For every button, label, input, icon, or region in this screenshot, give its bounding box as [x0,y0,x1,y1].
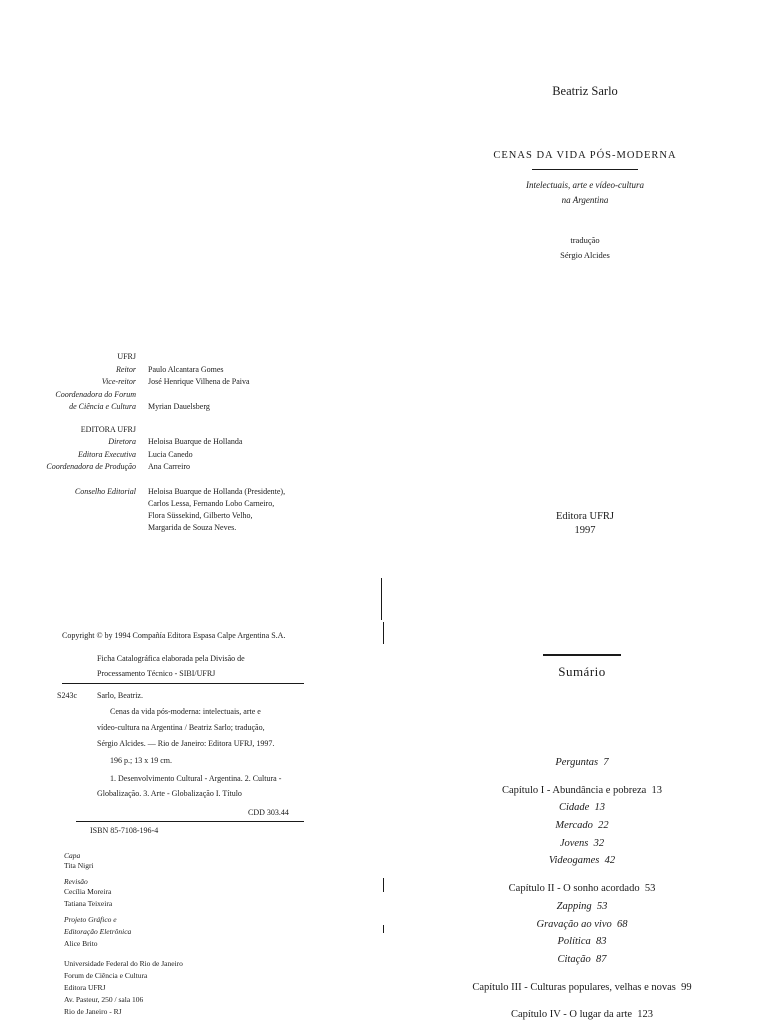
toc-item [420,757,744,768]
book-title: CENAS DA VIDA PÓS-MODERNA [493,150,677,161]
coord-name: Myrian Dauelsberg [148,402,210,411]
entry-line-1: Cenas da vida pós-moderna: intelectuais, arte e [110,707,261,716]
credits-editora-heading [0,425,148,434]
conselho-line-3: Flora Süssekind, Gilberto Velho, [148,511,253,520]
toc-label: Cidade [558,802,590,813]
editora-heading: EDITORA UFRJ [80,425,136,434]
copyright-notice: Copyright © by 1994 Compañía Editora Espasa Calpe Argentina S.A. [62,631,286,640]
toc-item [420,820,744,831]
executiva-name: Lucia Canedo [148,450,193,459]
credits-producao-row [0,462,190,471]
diretora-name: Heloisa Buarque de Hollanda [148,437,243,446]
cdd-number: CDD 303.44 [248,808,289,817]
toc-label: Capítulo I - Abundância e pobreza [501,785,647,796]
credits-conselho-row-4 [0,523,236,532]
credits-coord-row-1 [0,390,148,399]
ficha-line-2: Processamento Técnico - SIBI/UFRJ [97,669,216,678]
conselho-line-2: Carlos Lessa, Fernando Lobo Carneiro, [148,499,275,508]
page-edge-mark [383,925,384,933]
toc-page: 13 [651,785,663,796]
capa-role: Capa [64,851,81,860]
credits-conselho-row-2 [0,499,274,508]
address-line-2: Forum de Ciência e Cultura [64,971,148,980]
revisao-name-2: Tatiana Teixeira [64,899,113,908]
toc-label: Política [557,936,591,947]
toc-page: 13 [594,802,606,813]
toc-page: 53 [644,883,656,894]
subtitle-line-1: Intelectuais, arte e vídeo-cultura [526,180,644,190]
address-line-4: Av. Pasteur, 250 / sala 106 [64,995,144,1004]
entry-line-3: Sérgio Alcides. — Rio de Janeiro: Editora UFRJ, 1997. [97,739,275,748]
publisher-name: Editora UFRJ [555,511,615,522]
projeto-name: Alice Brito [64,939,98,948]
reitor-name: Paulo Alcantara Gomes [148,365,224,374]
credits-diretora-row [0,437,242,446]
entry-line-4: 196 p.; 13 x 19 cm. [110,756,172,765]
toc-chapter [420,982,744,993]
toc-label: Capítulo II - O sonho acordado [508,883,640,894]
toc-page: 42 [604,855,616,866]
subjects-line-2: Globalização. 3. Arte - Globalização I. Título [97,789,242,798]
toc-chapter [420,1009,744,1020]
toc-label: Capítulo III - Culturas populares, velhas e novas [472,982,676,993]
revisao-role: Revisão [64,877,88,886]
toc-label: Zapping [556,901,592,912]
conselho-line-1: Heloisa Buarque de Hollanda (Presidente), [148,487,286,496]
toc-item [420,919,744,930]
executiva-role: Editora Executiva [78,450,136,459]
producao-name: Ana Carreiro [148,462,190,471]
toc-page: 22 [598,820,609,831]
credits-reitor-row [0,365,224,374]
page-edge-mark [383,878,384,892]
capa-name: Tita Nigri [64,861,94,870]
subjects-line-1: 1. Desenvolvimento Cultural - Argentina. 2. Cultura - [110,774,282,783]
publisher-block [480,510,690,538]
reitor-role: Reitor [116,365,136,374]
credits-coord-row-2 [0,402,210,411]
catalog-top-rule [62,683,304,684]
toc-label: Jovens [559,838,589,849]
toc-item [420,954,744,965]
toc-chapter [420,883,744,894]
coord-role-line-2: de Ciência e Cultura [69,402,136,411]
toc-item [420,802,744,813]
toc-label: Capítulo IV - O lugar da arte [510,1009,633,1020]
page-edge-mark [381,578,382,620]
subtitle-line-2: na Argentina [561,195,609,205]
conselho-line-4: Margarida de Souza Neves. [148,523,237,532]
isbn: ISBN 85-7108-196-4 [90,826,159,835]
toc-page: 99 [681,982,692,993]
address-line-3: Editora UFRJ [64,983,106,992]
projeto-role-1: Projeto Gráfico e [64,915,117,924]
book-subtitle [480,178,690,208]
toc-item [420,855,744,866]
credits-ufrj-heading [0,352,148,361]
projeto-role-2: Editoração Eletrônica [64,927,132,936]
sumario-rule [543,654,621,656]
toc-label: Perguntas [555,757,599,768]
vice-role: Vice-reitor [101,377,136,386]
call-number: S243c [57,691,77,700]
entry-author: Sarlo, Beatriz. [97,691,143,700]
toc-label: Gravação ao vivo [536,919,612,930]
toc-page: 7 [603,757,609,768]
credits-conselho-row [0,487,285,496]
credits-executiva-row [0,450,193,459]
address-line-5: Rio de Janeiro - RJ [64,1007,122,1016]
toc-page: 83 [596,936,607,947]
translation-credit [480,233,690,263]
toc-label: Mercado [555,820,593,831]
catalog-bottom-rule [76,821,304,822]
producao-role: Coordenadora de Produção [46,462,136,471]
page-edge-mark [383,622,384,644]
toc-item [420,901,744,912]
ficha-line-1: Ficha Catalográfica elaborada pela Divisão de [97,654,245,663]
toc-page: 53 [596,901,608,912]
conselho-role: Conselho Editorial [74,487,136,496]
toc-page: 87 [596,954,607,965]
revisao-name-1: Cecília Moreira [64,887,112,896]
address-line-1: Universidade Federal do Rio de Janeiro [64,959,183,968]
translation-label: tradução [570,235,600,245]
author-name: Beatriz Sarlo [552,84,618,98]
toc-label: Videogames [548,855,600,866]
ufrj-heading: UFRJ [117,352,136,361]
diretora-role: Diretora [108,437,136,446]
title-underline [532,169,638,170]
toc-chapter [420,785,744,796]
toc-item [420,838,744,849]
toc-label: Citação [557,954,591,965]
credits-conselho-row-3 [0,511,253,520]
toc-page: 32 [593,838,605,849]
sumario-title: Sumário [558,664,606,679]
toc-page: 68 [616,919,628,930]
credits-vice-row [0,377,250,386]
toc-page: 123 [637,1009,654,1020]
translator-name: Sérgio Alcides [560,250,610,260]
toc-item [420,936,744,947]
vice-name: José Henrique Vilhena de Paiva [148,377,250,386]
publication-year: 1997 [574,525,596,536]
coord-role-line-1: Coordenadora do Forum [55,390,136,399]
entry-line-2: vídeo-cultura na Argentina / Beatriz Sarlo; tradução, [97,723,265,732]
